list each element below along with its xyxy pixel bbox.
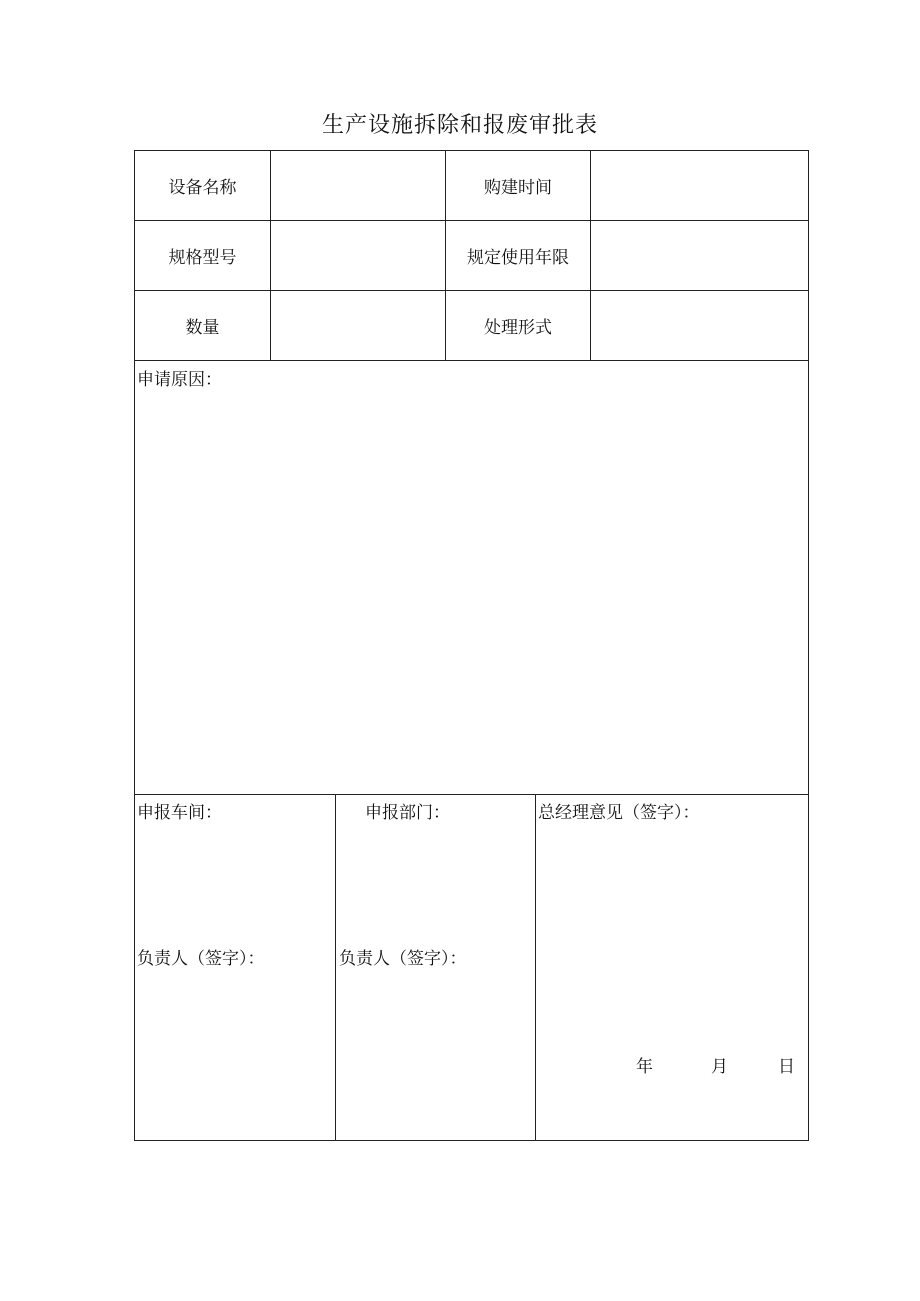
department-signer-label: 负责人（签字）： [339, 949, 467, 969]
workshop-signer-label: 负责人（签字）： [137, 949, 265, 969]
equipment-name-label: 设备名称 [168, 178, 237, 198]
date-day-label: 日 [778, 1057, 795, 1077]
disposal-form-field[interactable] [591, 291, 808, 360]
quantity-field[interactable] [271, 291, 445, 360]
quantity-label: 数量 [185, 318, 220, 338]
date-month-label: 月 [711, 1057, 728, 1077]
purchase-time-label: 购建时间 [484, 178, 552, 198]
application-reason-area[interactable] [135, 388, 808, 793]
row-divider [134, 794, 809, 795]
column-divider [335, 794, 336, 1141]
column-divider [535, 794, 536, 1141]
reporting-workshop-label: 申报车间： [137, 803, 222, 823]
model-field[interactable] [271, 221, 445, 290]
row-divider [134, 360, 809, 361]
service-life-field[interactable] [591, 221, 808, 290]
model-label: 规格型号 [168, 248, 237, 268]
general-manager-opinion-label: 总经理意见（签字）： [538, 803, 700, 823]
application-reason-label: 申请原因： [137, 370, 222, 390]
form-title: 生产设施拆除和报废审批表 [321, 113, 598, 138]
service-life-label: 规定使用年限 [467, 248, 569, 268]
reporting-department-label: 申报部门： [365, 803, 450, 823]
disposal-form-label: 处理形式 [484, 318, 552, 338]
equipment-name-field[interactable] [271, 151, 445, 220]
date-year-label: 年 [636, 1057, 653, 1077]
purchase-time-field[interactable] [591, 151, 808, 220]
